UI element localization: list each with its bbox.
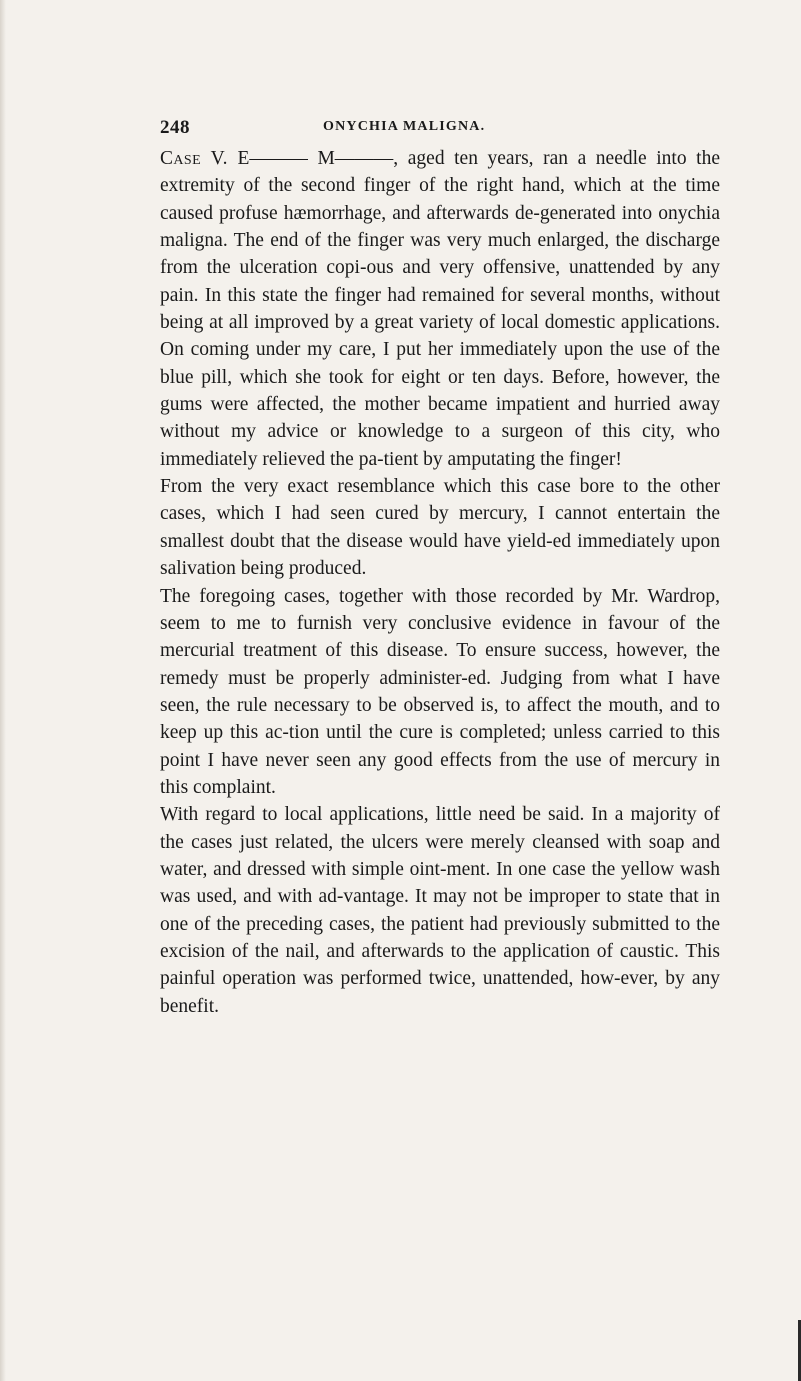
paragraph-3: The foregoing cases, together with those recorded by Mr. Wardrop, seem to me to furnish very conclusive evidence in favour of the mercurial treatment of this disease. To ensure success, however, the remedy must be properly administer-ed. Judging from what I have seen, the rule necessary to be observed is, to affect the mouth, and to keep up this ac-tion until the cure is completed; unless carried to this point I have never seen any good effects from the use of mercury in this complaint. [160, 585, 720, 798]
case-label: Case V. [160, 148, 228, 169]
running-title: ONYCHIA MALIGNA. [323, 119, 486, 134]
page-edge-shadow [0, 0, 6, 1381]
paragraph-case-v [160, 145, 720, 473]
page-body [160, 145, 720, 1020]
page-number: 248 [160, 117, 190, 138]
page-header [160, 117, 720, 137]
paragraph-1-text: E——— M———, aged ten years, ran a needle into the extremity of the second finger of the right hand, which at the time caused profuse hæmorrhage, and afterwards de-generated into onychia maligna. The end of the finger was very much enlarged, the discharge from the ulceration copi-ous and very offensive, unattended by any pain. In this state the finger had remained for several months, without being at all improved by a great variety of local domestic applications. On coming under my care, I put her immediately upon the use of the blue pill, which she took for eight or ten days. Before, however, the gums were affected, the mother became impatient and hurried away without my advice or knowledge to a surgeon of this city, who immediately relieved the pa-tient by amputating the finger! [160, 148, 720, 470]
paragraph-2: From the very exact resemblance which this case bore to the other cases, which I had seen cured by mercury, I cannot entertain the smallest doubt that the disease would have yield-ed immediately upon salivation being produced. [160, 476, 720, 580]
paragraph-4: With regard to local applications, little need be said. In a majority of the cases just related, the ulcers were merely cleansed with soap and water, and dressed with simple oint-ment. In one case the yellow wash was used, and with ad-vantage. It may not be improper to state that in one of the preceding cases, the patient had previously submitted to the excision of the nail, and afterwards to the application of caustic. This painful operation was performed twice, unattended, how-ever, by any benefit. [160, 804, 720, 1017]
